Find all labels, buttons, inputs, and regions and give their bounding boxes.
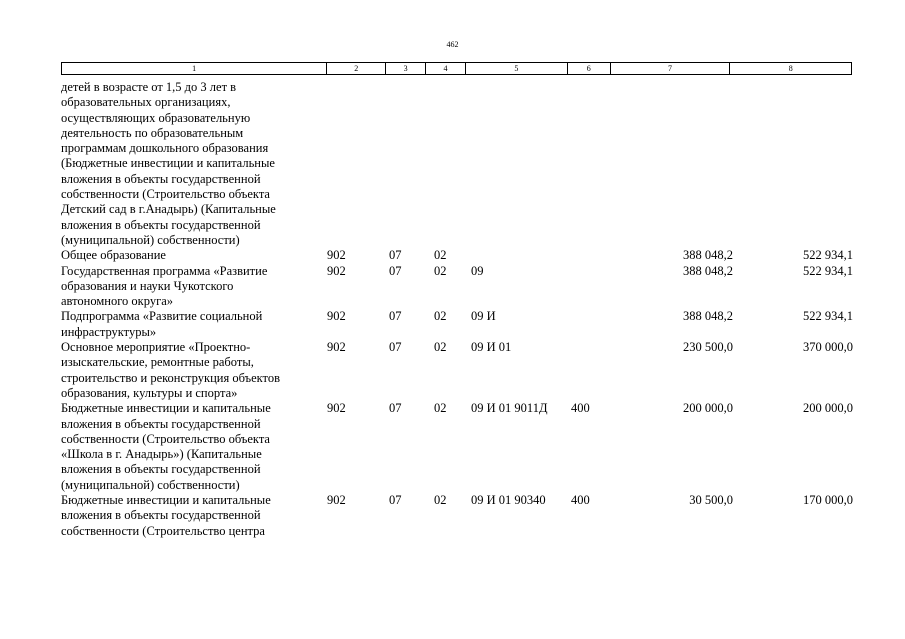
row-section: 07 [389,309,402,324]
table-row [61,80,861,248]
row-sum-col8: 522 934,1 [803,309,853,324]
row-subsection: 02 [434,401,447,416]
row-target-article: 09 [471,263,484,278]
row-sum-col8: 200 000,0 [803,401,853,416]
row-description: Общее образование [61,248,166,263]
table-header-row [61,62,852,75]
row-section: 07 [389,340,402,355]
table-row [61,264,861,310]
row-description: Подпрограмма «Развитие социальной инфраструктуры» [61,309,263,339]
row-sum-col8: 170 000,0 [803,493,853,508]
row-kfsr: 902 [327,401,346,416]
row-kfsr: 902 [327,263,346,278]
row-kfsr: 902 [327,493,346,508]
row-description: детей в возрасте от 1,5 до 3 лет в образовательных организациях, осуществляющих образовательную деятельность по образовательным программам дошкольного образования (Бюджетные инвестиции и капитальные вложения в объекты государственной собственности (Строительство объекта Детский сад в г.Анадырь) (Капитальные вложения в объекты государственной (муниципальной) собственности) [61,80,276,247]
row-sum-col7: 230 500,0 [683,340,733,355]
row-section: 07 [389,248,402,263]
row-sum-col8: 522 934,1 [803,263,853,278]
row-expense-type: 400 [571,401,590,416]
header-col-6: 6 [568,63,611,74]
row-sum-col7: 30 500,0 [689,493,733,508]
row-sum-col8: 522 934,1 [803,248,853,263]
header-col-4: 4 [426,63,466,74]
row-subsection: 02 [434,263,447,278]
row-description: Бюджетные инвестиции и капитальные вложения в объекты государственной собственности (Строительство объекта «Школа в г. Анадырь») (Капитальные вложения в объекты государственной (муниципальной) собственности) [61,401,271,492]
row-subsection: 02 [434,340,447,355]
row-target-article: 09 И 01 9011Д [471,401,548,416]
row-subsection: 02 [434,493,447,508]
table-body [61,80,861,539]
row-section: 07 [389,401,402,416]
header-col-5: 5 [466,63,568,74]
table-row [61,493,861,539]
row-sum-col8: 370 000,0 [803,340,853,355]
row-kfsr: 902 [327,340,346,355]
row-kfsr: 902 [327,248,346,263]
row-sum-col7: 388 048,2 [683,248,733,263]
row-description: Государственная программа «Развитие образования и науки Чукотского автономного округа» [61,263,268,309]
row-subsection: 02 [434,309,447,324]
row-section: 07 [389,263,402,278]
row-target-article: 09 И 01 90340 [471,493,546,508]
table-row [61,248,861,263]
row-section: 07 [389,493,402,508]
row-kfsr: 902 [327,309,346,324]
row-description: Основное мероприятие «Проектно- изыскательские, ремонтные работы, строительство и реконструкция объектов образования, культуры и спорта» [61,340,280,400]
table-row [61,340,861,401]
row-description: Бюджетные инвестиции и капитальные вложения в объекты государственной собственности (Строительство центра [61,493,271,538]
header-col-2: 2 [327,63,386,74]
header-col-1: 1 [62,63,327,74]
header-col-8: 8 [788,64,793,73]
row-subsection: 02 [434,248,447,263]
header-col-3: 3 [386,63,426,74]
table-row [61,309,861,340]
row-target-article: 09 И [471,309,496,324]
page-number: 462 [446,40,459,49]
row-target-article: 09 И 01 [471,340,512,355]
header-col-7: 7 [611,63,731,74]
row-expense-type: 400 [571,493,590,508]
row-sum-col7: 388 048,2 [683,263,733,278]
row-sum-col7: 388 048,2 [683,309,733,324]
table-row [61,401,861,493]
row-sum-col7: 200 000,0 [683,401,733,416]
